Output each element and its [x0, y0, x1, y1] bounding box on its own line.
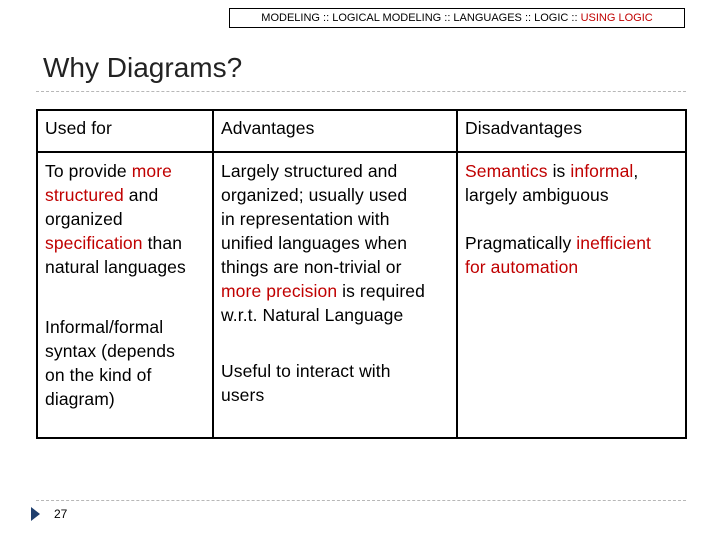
- header-advantages: Advantages: [213, 110, 457, 152]
- advantages-item-2: Useful to interact with users: [221, 361, 391, 405]
- slide-number: [31, 506, 67, 522]
- disadvantages-cell: [457, 152, 686, 438]
- table-row: [37, 152, 686, 438]
- top-divider: [36, 91, 686, 92]
- advantages-cell: [213, 152, 457, 438]
- used-for-cell: [37, 152, 213, 438]
- header-used-for: Used for: [37, 110, 213, 152]
- disadvantages-item-2: Pragmatically inefficient for automation: [465, 233, 652, 277]
- disadvantages-item-1: Semantics is informal, largely ambiguous: [465, 161, 639, 205]
- breadcrumb: [229, 8, 685, 28]
- table-header-row: [37, 110, 686, 152]
- page-number: 27: [54, 507, 68, 521]
- header-disadvantages: Disadvantages: [457, 110, 686, 152]
- advantages-item-1: Largely structured and organized; usually used in representation with unified languages when things are non-trivial or more precision is required w.r.t. Natural Language: [221, 161, 425, 325]
- breadcrumb-path: MODELING :: LOGICAL MODELING :: LANGUAGES :: LOGIC ::: [261, 12, 581, 24]
- breadcrumb-current: USING LOGIC: [580, 12, 653, 24]
- used-for-item-1: To provide more structured and organized specification than natural languages: [45, 161, 186, 277]
- arrow-icon: [31, 507, 40, 521]
- comparison-table: [36, 109, 687, 439]
- bottom-divider: [36, 500, 686, 501]
- page-title: Why Diagrams?: [43, 52, 243, 83]
- used-for-item-2: Informal/formal syntax (depends on the kind of diagram): [45, 317, 175, 409]
